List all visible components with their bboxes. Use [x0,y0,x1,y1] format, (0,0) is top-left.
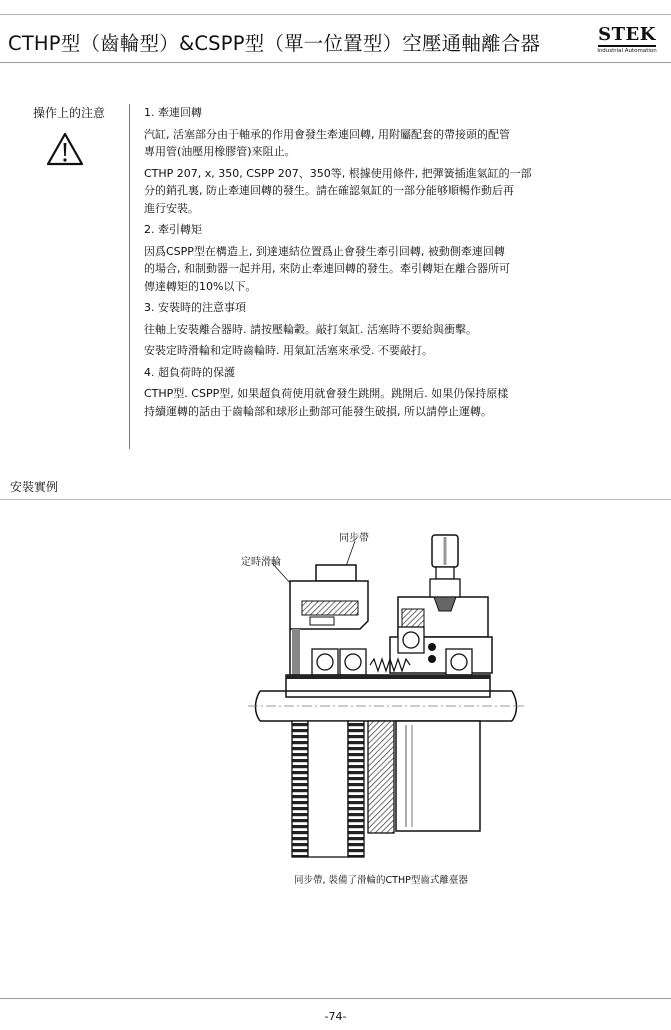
caution-paragraph [144,165,544,218]
page-number: -74- [324,1010,347,1023]
diagram-caption: 同步帶, 裝備了滑輪的CTHP型齒式離臺器 [294,875,468,886]
caution-item-heading: 2. 牽引轉矩 [144,223,202,236]
page-title: CTHP型（齒輪型）&CSPP型（單一位置型）空壓通軸離合器 [8,32,541,55]
caution-line: 持續運轉的話由于齒輪部和球形止動部可能發生破損, 所以請停止運轉。 [144,404,492,418]
caution-line: 的場合, 和制動器一起并用, 來防止牽連回轉的發生。牽引轉矩在離合器所可 [144,262,510,275]
footer-rule [0,998,671,999]
label-timing-pulley: 定時滑輪 [241,557,281,568]
warning-triangle-icon [46,132,84,166]
caution-line: 因爲CSPP型在構造上, 到達連結位置爲止會發生牽引回轉, 被動側牽連回轉 [144,244,505,258]
caution-line: CTHP 207, x, 350, CSPP 207、350等, 根據使用條件, 把彈簧插進氣缸的一部 [144,166,532,180]
caution-paragraph [144,321,544,339]
caution-body [144,104,544,420]
caution-line: 分的銷孔裏, 防止牽連回轉的發生。請在確認氣缸的一部分能够順暢作動后再 [144,184,514,197]
caution-line: 進行安裝。 [144,201,199,215]
caution-divider [129,104,130,449]
caution-line: 汽缸, 活塞部分由于軸承的作用會發生牽連回轉, 用附屬配套的帶接頭的配管 [144,127,510,141]
logo-wordmark: STEK [598,24,656,45]
caution-paragraph [144,342,544,360]
caution-line: 往軸上安裝離合器時. 請按壓輪轂。敲打氣缸. 活塞時不要給與衝擊。 [144,322,477,336]
caution-paragraph [144,385,544,420]
caution-line: 傳達轉矩的10%以下。 [144,279,257,293]
logo-underline [598,45,656,47]
caution-label: 操作上的注意 [33,106,106,120]
install-heading: 安裝實例 [10,480,59,494]
caution-item-heading: 1. 牽連回轉 [144,106,202,119]
logo-subtitle: Industrial Automation [597,48,657,54]
caution-line: CTHP型. CSPP型, 如果超負荷使用就會發生跳開。跳開后. 如果仍保持原樣 [144,387,509,400]
label-timing-belt: 同步帶 [339,533,369,544]
steki-logo [596,26,658,55]
caution-paragraph [144,243,544,296]
caution-line: 專用管(油壓用橡膠管)來阻止。 [144,145,296,158]
top-rule [0,14,671,15]
install-rule [0,499,671,500]
header-rule [0,62,671,63]
clutch-diagram [230,525,530,865]
caution-paragraph [144,126,544,161]
caution-item-heading: 3. 安裝時的注意事項 [144,301,246,314]
caution-line: 安裝定時滑輪和定時齒輪時. 用氣缸活塞來承受. 不要敲打。 [144,344,433,357]
caution-item-heading: 4. 超負荷時的保護 [144,365,235,379]
